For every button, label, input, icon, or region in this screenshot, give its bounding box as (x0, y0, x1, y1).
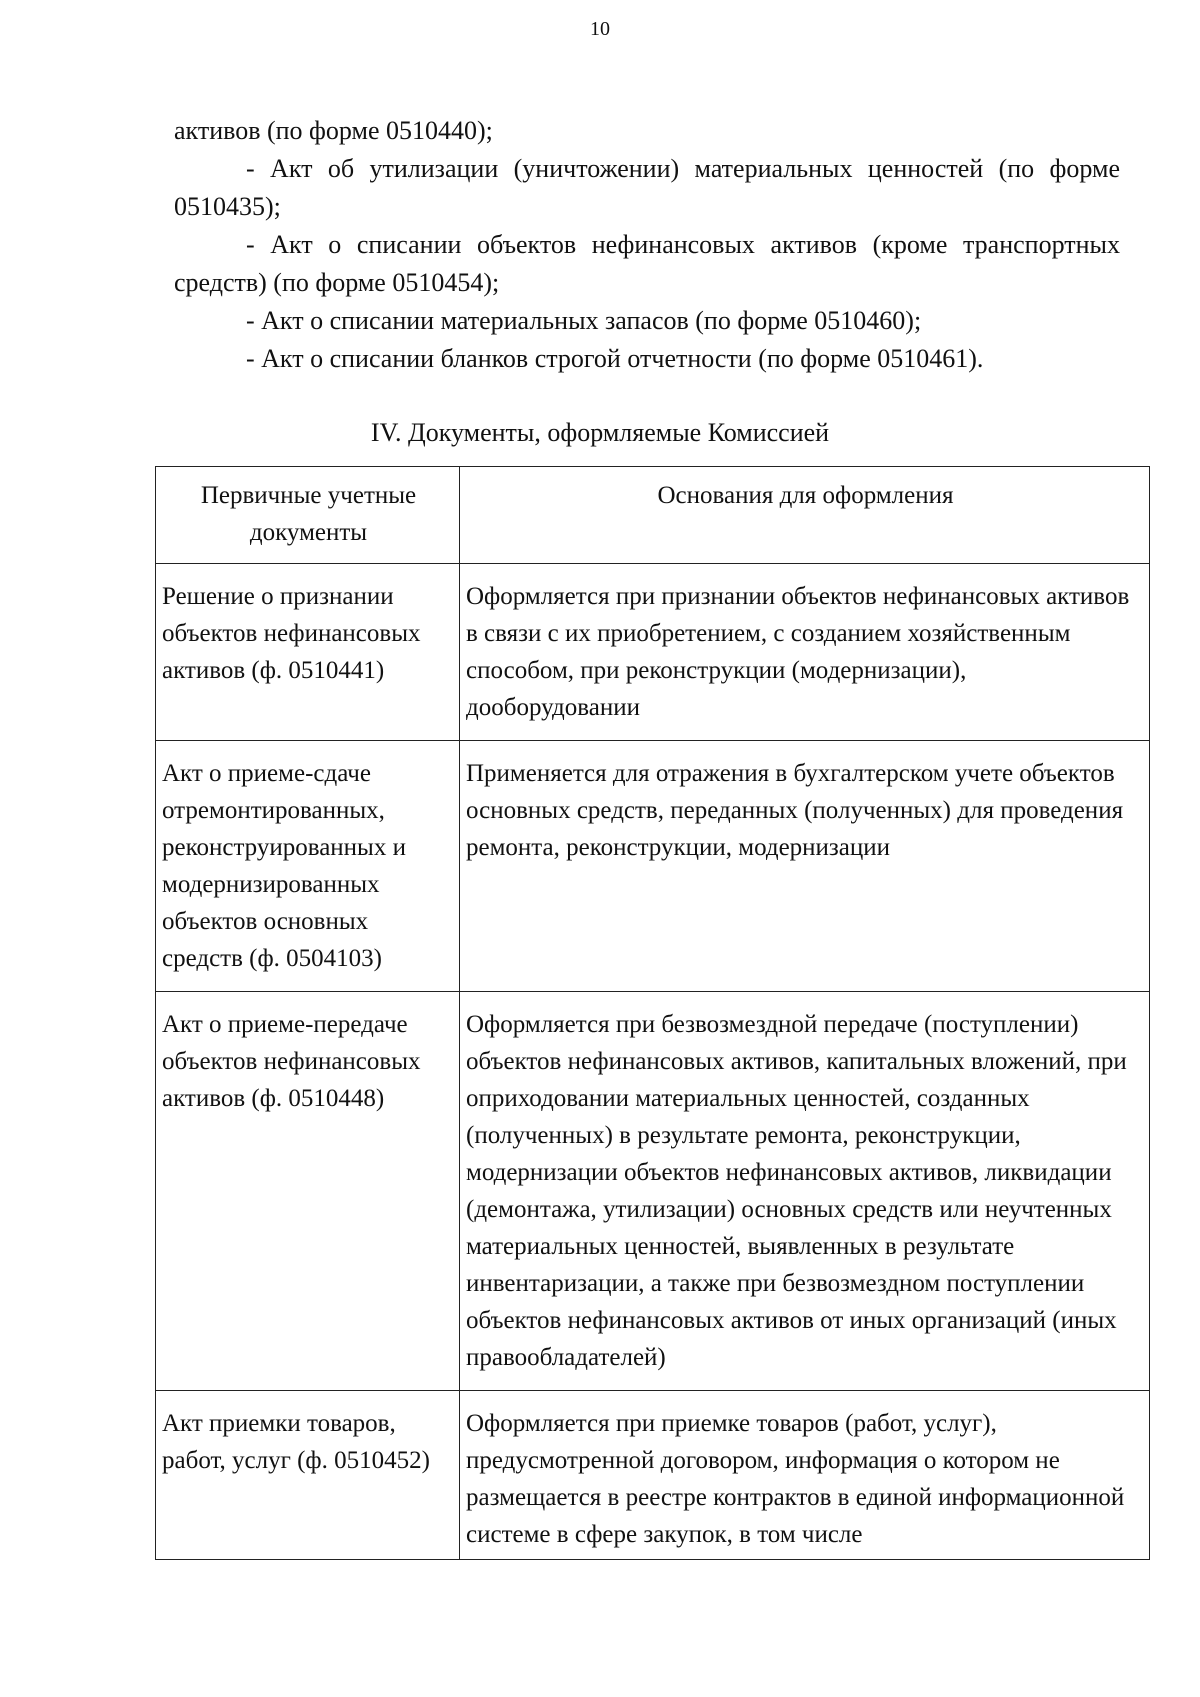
basis-cell: Оформляется при признании объектов нефинансовых активов в связи с их приобретением, с созданием хозяйственным способом, при реконструкции (модернизации), дооборудовании (460, 564, 1150, 741)
intro-text (174, 112, 1120, 378)
table-row (156, 1391, 1150, 1560)
document-cell: Акт о приеме-передаче объектов нефинансовых активов (ф. 0510448) (156, 992, 460, 1391)
section-title: IV. Документы, оформляемые Комиссией (370, 418, 830, 447)
basis-cell: Оформляется при безвозмездной передаче (поступлении) объектов нефинансовых активов, капитальных вложений, при оприходовании материальных ценностей, созданных (полученных) в результате ремонта, реконструкции, модернизации объектов нефинансовых активов, ликвидации (демонтажа, утилизации) основных средств или неучтенных материальных ценностей, выявленных в результате инвентаризации, а также при безвозмездном поступлении объектов нефинансовых активов от иных организаций (иных правообладателей) (460, 992, 1150, 1391)
table-header-row (156, 467, 1150, 564)
basis-cell: Оформляется при приемке товаров (работ, услуг), предусмотренной договором, информация о котором не размещается в реестре контрактов в единой информационной системе в сфере закупок, в том числе (460, 1391, 1150, 1560)
documents-table (155, 466, 1150, 1560)
column-header-basis: Основания для оформления (460, 467, 1150, 564)
paragraph: активов (по форме 0510440); (174, 116, 493, 145)
table-row (156, 741, 1150, 992)
column-header-documents: Первичные учетные документы (156, 467, 460, 564)
basis-cell: Применяется для отражения в бухгалтерском учете объектов основных средств, переданных (полученных) для проведения ремонта, реконструкции, модернизации (460, 741, 1150, 992)
document-cell: Решение о признании объектов нефинансовых активов (ф. 0510441) (156, 564, 460, 741)
page-number: 10 (590, 18, 610, 40)
table-row (156, 564, 1150, 741)
paragraph: - Акт об утилизации (уничтожении) материальных ценностей (по форме 0510435); (174, 154, 1120, 221)
document-cell: Акт приемки товаров, работ, услуг (ф. 0510452) (156, 1391, 460, 1560)
document-cell: Акт о приеме-сдаче отремонтированных, реконструированных и модернизированных объектов основных средств (ф. 0504103) (156, 741, 460, 992)
paragraph: - Акт о списании материальных запасов (по форме 0510460); (246, 306, 922, 335)
paragraph: - Акт о списании объектов нефинансовых активов (кроме транспортных средств) (по форме 0510454); (174, 230, 1120, 297)
paragraph: - Акт о списании бланков строгой отчетности (по форме 0510461). (246, 344, 984, 373)
table-row (156, 992, 1150, 1391)
